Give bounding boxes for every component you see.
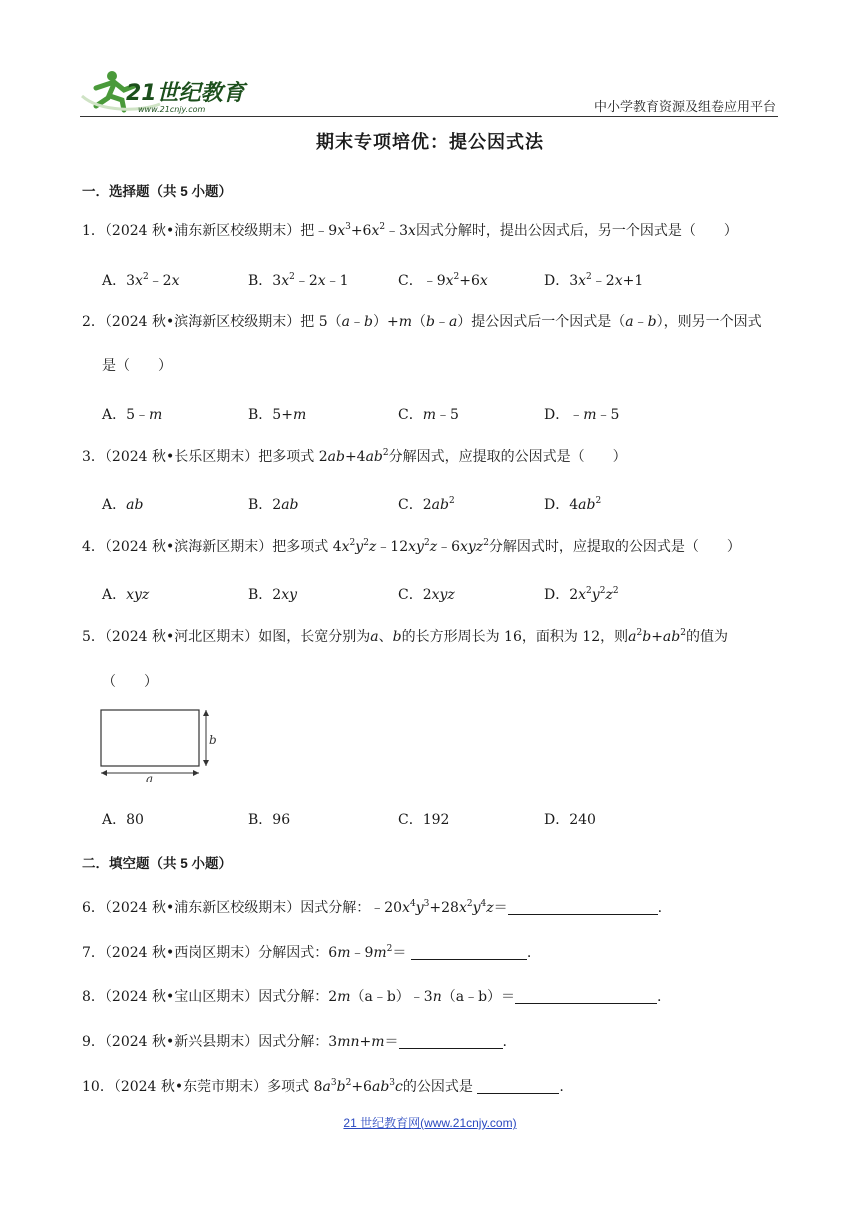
option-d[interactable]: D．$2x^2y^2z^2$ [544,586,619,603]
option-b[interactable]: B．$3x^2﹣2x﹣1$ [248,272,349,289]
logo-url: www.21cnjy.com [138,105,206,114]
question-3: 3．（2024 秋•长乐区期末）把多项式 $2ab+4ab^2$分解因式，应提取的公因式是（ ） [82,448,627,465]
option-a[interactable]: A．ab [102,497,144,513]
question-6: 6．（2024 秋•浦东新区校级期末）因式分解：$﹣20x^4y^3+28x^2y^4z=$ . [82,899,663,916]
label-b: b [209,733,217,747]
question-5: 5．（2024 秋•河北区期末）如图，长宽分别为a、b的长方形周长为 16，面积为 12，则$a^2b+ab^2$的值为 [82,628,728,645]
option-a[interactable]: A．$3x^2﹣2x$ [102,272,180,289]
question-1: 1．（2024 秋•浦东新区校级期末）把$﹣9x^3+6x^2﹣3x$因式分解时，提出公因式后，另一个因式是（ ） [82,222,738,239]
answer-blank[interactable] [477,1079,559,1094]
question-9: 9．（2024 秋•新兴县期末）因式分解：3mn+m＝ . [82,1034,507,1050]
page-header [0,0,860,120]
option-c[interactable]: C．$﹣9x^2+6x$ [398,272,488,289]
rectangle-figure [96,706,220,782]
option-b[interactable]: B．5+m [248,407,307,423]
logo-text: 21世纪教育 [126,81,245,106]
option-c[interactable]: C．m﹣5 [398,407,459,423]
option-c[interactable]: C．192 [398,812,450,828]
platform-name: 中小学教育资源及组卷应用平台 [593,99,776,114]
option-b[interactable]: B．96 [248,812,291,828]
page-title: 期末专项培优：提公因式法 [316,132,544,152]
option-d[interactable]: D．﹣m﹣5 [544,407,620,423]
section-heading-fill: 二．填空题（共 5 小题） [82,856,233,871]
section-heading-choice: 一．选择题（共 5 小题） [82,184,233,199]
answer-blank[interactable] [515,989,657,1004]
site-logo [80,66,260,116]
option-a[interactable]: A．80 [102,812,144,828]
question-10: 10．（2024 秋•东莞市期末）多项式 $8a^3b^2+6ab^3c$的公因式是 . [82,1078,564,1095]
question-8: 8．（2024 秋•宝山区期末）因式分解：2m（a﹣b）﹣3n（a﹣b）＝ . [82,989,662,1005]
question-2: 2．（2024 秋•滨海新区校级期末）把 5（a﹣b）+m（b﹣a）提公因式后一个因式是（a﹣b），则另一个因式 [82,314,762,330]
question-2-line2: 是（ ） [102,358,172,374]
option-a[interactable]: A．5﹣m [102,407,163,423]
option-c[interactable]: C．$2ab^2$ [398,496,455,513]
label-a: a [146,772,154,782]
rectangle [101,710,199,766]
footer-link[interactable]: 21 世纪教育网(www.21cnjy.com) [343,1116,517,1130]
option-b[interactable]: B．2xy [248,587,298,603]
header-divider [80,116,778,117]
question-5-line2: （ ） [102,674,158,690]
option-c[interactable]: C．2xyz [398,587,455,603]
option-a[interactable]: A．xyz [102,587,150,603]
option-b[interactable]: B．2ab [248,497,299,513]
question-4: 4．（2024 秋•滨海新区期末）把多项式 $4x^2y^2z﹣12xy^2z﹣6xyz^2$分解因式时，应提取的公因式是（ ） [82,538,741,555]
answer-blank[interactable] [411,945,527,960]
option-d[interactable]: D．$3x^2﹣2x+1$ [544,272,644,289]
option-d[interactable]: D．240 [544,812,596,828]
question-7: 7．（2024 秋•西岗区期末）分解因式：$6m﹣9m^2=$ . [82,944,532,961]
answer-blank[interactable] [399,1034,503,1049]
answer-blank[interactable] [508,900,658,915]
option-d[interactable]: D．$4ab^2$ [544,496,602,513]
